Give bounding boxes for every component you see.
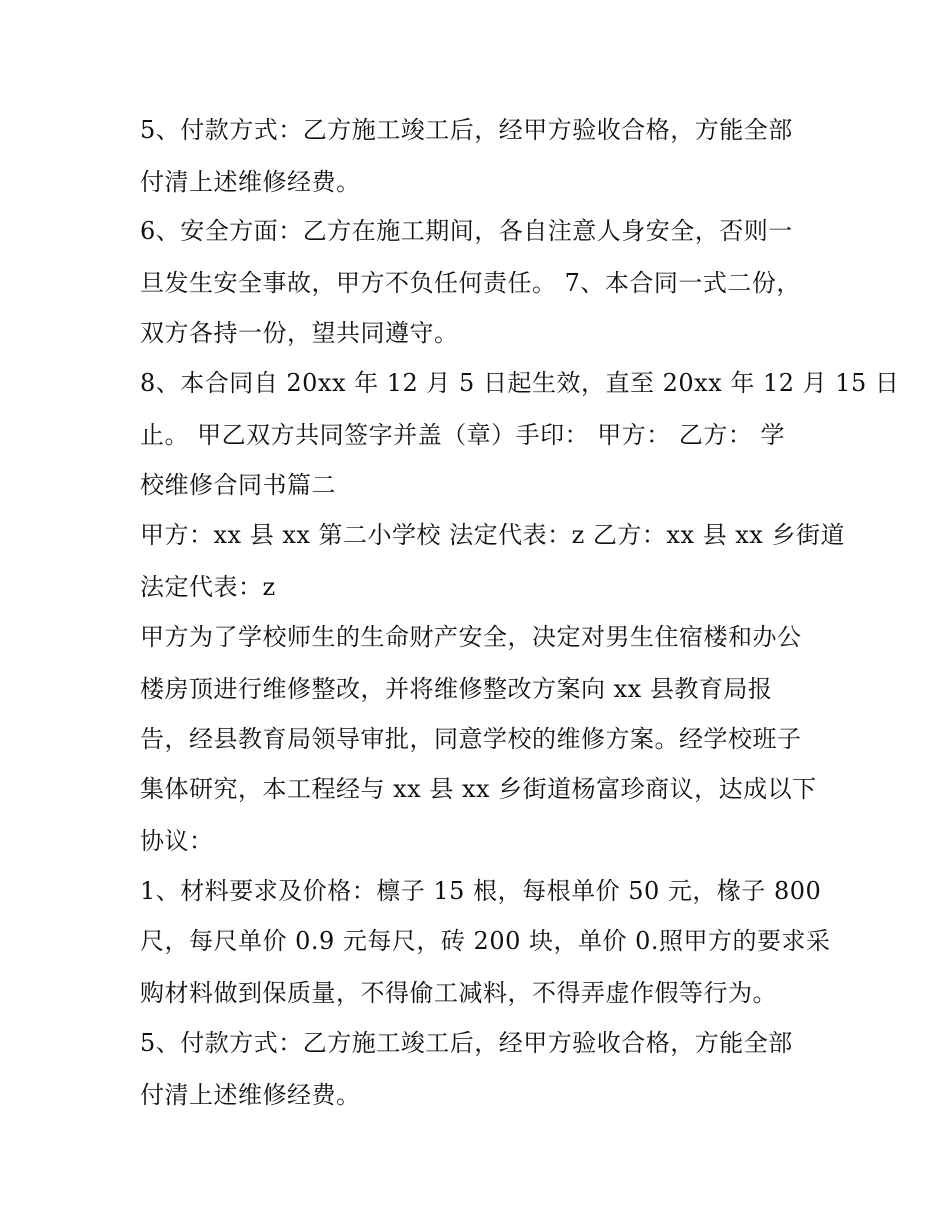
text-line-safety: 6、安全方面：乙方在施工期间，各自注意人身安全，否则一 (140, 217, 793, 245)
text-line: 告，经县教育局领导审批，同意学校的维修方案。经学校班子 (140, 725, 802, 753)
text-line: 法定代表：z (140, 573, 276, 601)
text-line: 双方各持一份，望共同遵守。 (140, 319, 459, 347)
text-line: 购材料做到保质量，不得偷工减料，不得弄虚作假等行为。 (140, 979, 777, 1007)
text-line: 付清上述维修经费。 (140, 1081, 361, 1109)
text-line: 集体研究，本工程经与 xx 县 xx 乡街道杨富珍商议，达成以下 (140, 775, 817, 803)
text-line: 楼房顶进行维修整改，并将维修整改方案向 xx 县教育局报 (140, 675, 773, 703)
text-line-parties: 甲方：xx 县 xx 第二小学校 法定代表：z 乙方：xx 县 xx 乡街道 (140, 521, 845, 549)
text-line-effective-date: 8、本合同自 20xx 年 12 月 5 日起生效，直至 20xx 年 12 月 15 日 (140, 369, 900, 397)
text-line: 尺，每尺单价 0.9 元每尺，砖 200 块，单价 0.照甲方的要求采 (140, 927, 831, 955)
text-line: 旦发生安全事故，甲方不负任何责任。 7、本合同一式二份， (140, 269, 801, 297)
text-line: 协议： (140, 827, 214, 855)
text-line-materials: 1、材料要求及价格：檩子 15 根，每根单价 50 元，椽子 800 (140, 877, 822, 905)
text-line-payment-method: 5、付款方式：乙方施工竣工后，经甲方验收合格，方能全部 (140, 1029, 793, 1057)
text-line-signatures: 止。 甲乙双方共同签字并盖（章）手印： 甲方： 乙方： 学 (140, 421, 786, 449)
text-line: 付清上述维修经费。 (140, 168, 361, 196)
section-heading: 校维修合同书篇二 (140, 471, 336, 499)
text-line-preamble: 甲方为了学校师生的生命财产安全，决定对男生住宿楼和办公 (140, 623, 802, 651)
text-line-payment-method: 5、付款方式：乙方施工竣工后，经甲方验收合格，方能全部 (140, 116, 793, 144)
